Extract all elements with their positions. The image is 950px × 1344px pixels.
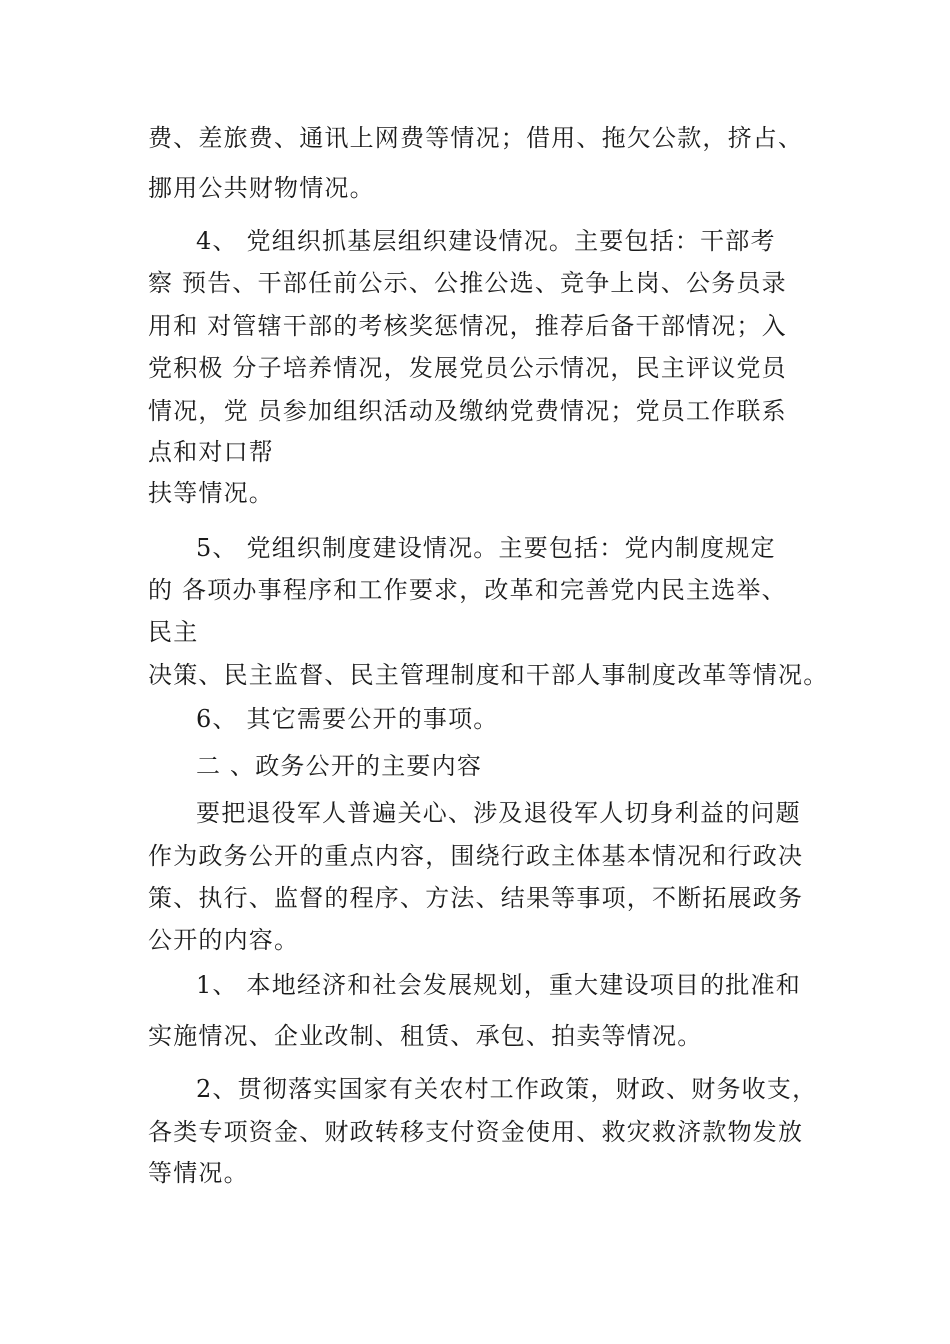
item-1-heading: 1、 本地经济和社会发展规划，重大建设项目的批准和: [196, 971, 801, 999]
text-line: 扶等情况。: [148, 479, 274, 507]
item-2-heading: 2、贯彻落实国家有关农村工作政策，财政、财务收支，: [196, 1075, 818, 1103]
text-line: 等情况。: [148, 1159, 249, 1187]
text-line: 用和 对管辖干部的考核奖惩情况，推荐后备干部情况；入: [148, 312, 787, 340]
item-4-heading: 4、 党组织抓基层组织建设情况。主要包括：干部考: [196, 227, 776, 255]
text-line: 费、差旅费、通讯上网费等情况；借用、拖欠公款，挤占、: [148, 124, 804, 152]
item-6-heading: 6、 其它需要公开的事项。: [196, 705, 499, 733]
text-line: 点和对口帮: [148, 438, 274, 466]
text-line: 作为政务公开的重点内容，围绕行政主体基本情况和行政决: [148, 842, 804, 870]
text-line: 决策、民主监督、民主管理制度和干部人事制度改革等情况。: [148, 661, 829, 689]
text-line: 各类专项资金、财政转移支付资金使用、救灾救济款物发放: [148, 1118, 804, 1146]
text-line: 党积极 分子培养情况，发展党员公示情况，民主评议党员: [148, 354, 787, 382]
text-line: 情况，党 员参加组织活动及缴纳党费情况；党员工作联系: [148, 397, 787, 425]
text-line: 策、执行、监督的程序、方法、结果等事项，不断拓展政务: [148, 884, 804, 912]
section-heading: 二 、政务公开的主要内容: [196, 752, 483, 780]
text-line: 民主: [148, 618, 199, 646]
text-line: 察 预告、干部任前公示、公推公选、竞争上岗、公务员录: [148, 269, 787, 297]
text-line: 公开的内容。: [148, 926, 300, 954]
text-line: 挪用公共财物情况。: [148, 174, 375, 202]
item-5-heading: 5、 党组织制度建设情况。主要包括：党内制度规定: [196, 534, 776, 562]
text-line: 要把退役军人普遍关心、涉及退役军人切身利益的问题: [196, 799, 801, 827]
text-line: 实施情况、企业改制、租赁、承包、拍卖等情况。: [148, 1022, 703, 1050]
text-line: 的 各项办事程序和工作要求，改革和完善党内民主选举、: [148, 576, 787, 604]
